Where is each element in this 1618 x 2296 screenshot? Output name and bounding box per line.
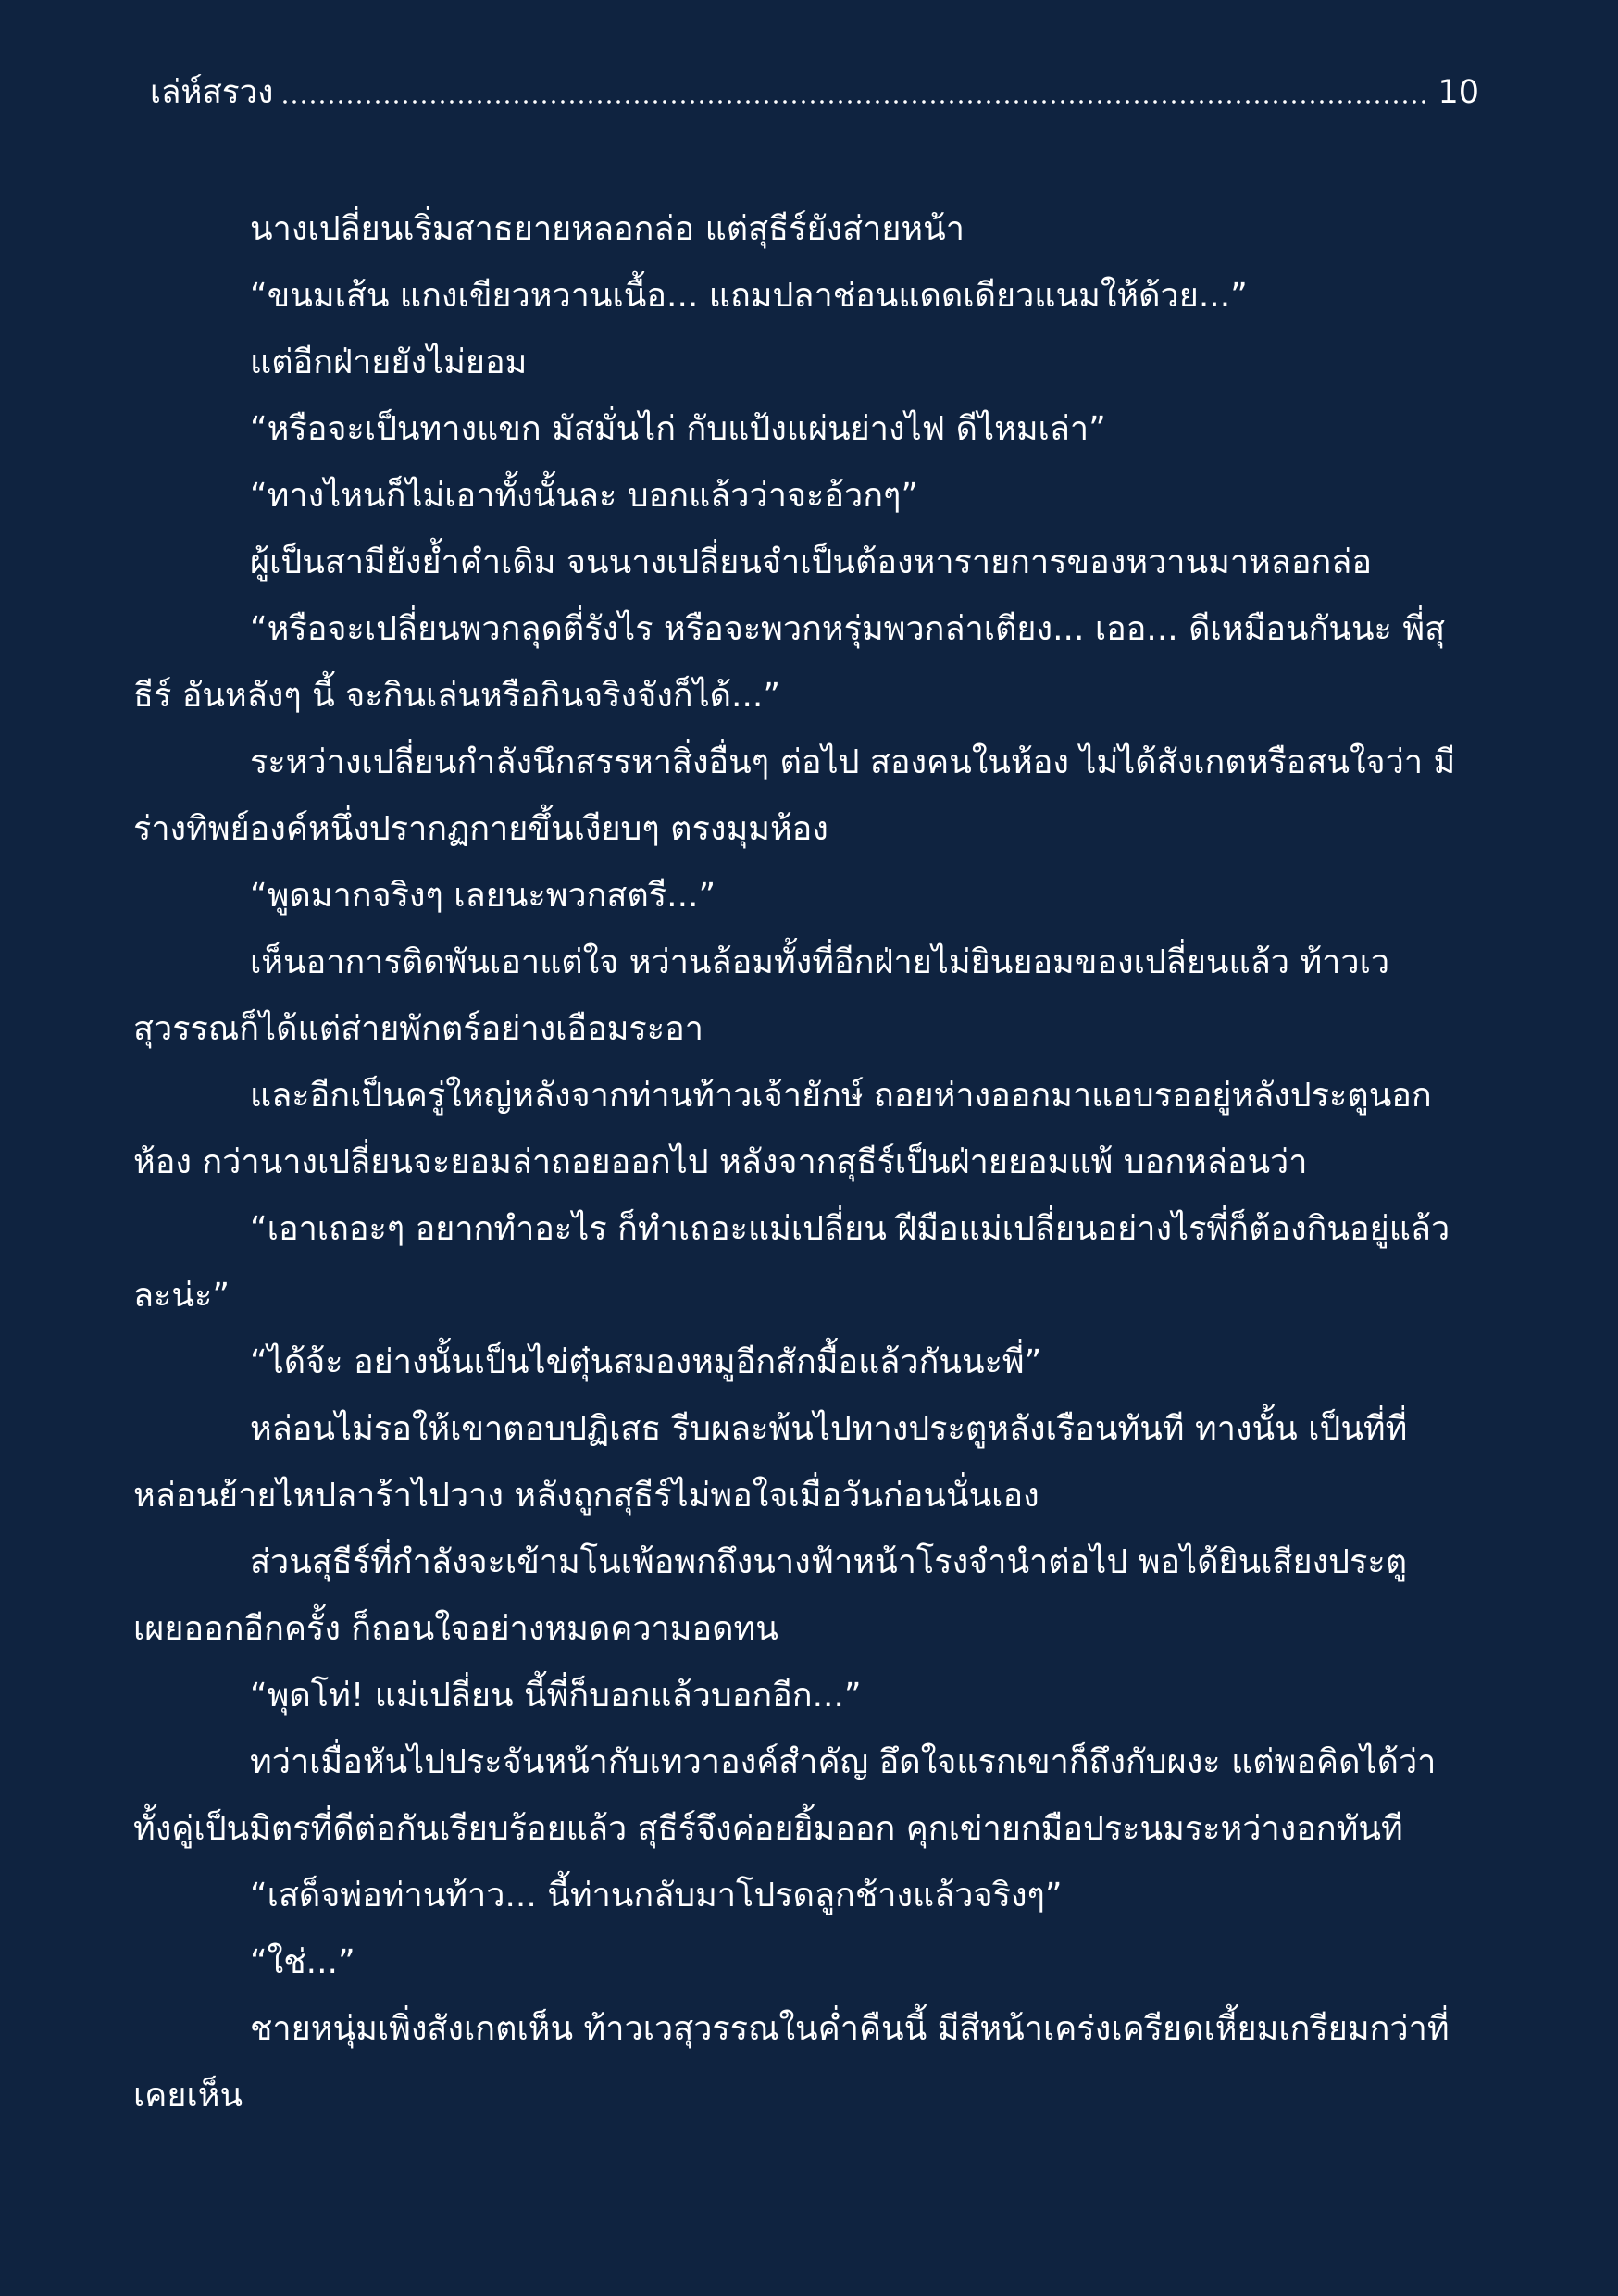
paragraph: “พูดมากจริงๆ เลยนะพวกสตรี...” — [250, 877, 716, 915]
paragraph: และอีกเป็นครู่ใหญ่หลังจากท่านท้าวเจ้ายักษ์ ถอยห่างออกมาแอบรออยู่หลังประตูนอกห้อง กว่านางเปลี่ยนจะยอมล่าถอยออกไป หลังจากสุธีร์เป็นฝ่ายยอมแพ้ บอกหล่อนว่า — [133, 1077, 1432, 1181]
paragraph: ชายหนุ่มเพิ่งสังเกตเห็น ท้าวเวสุวรรณในค่ำคืนนี้ มีสีหน้าเคร่งเครียดเหี้ยมเกรียมกว่าที่เคยเห็น — [133, 2010, 1450, 2115]
paragraph: “ใช่...” — [250, 1943, 355, 1981]
paragraph: “ทางไหนก็ไม่เอาทั้งนั้นละ บอกแล้วว่าจะอ้วกๆ” — [250, 477, 918, 515]
page-header — [150, 67, 1479, 119]
paragraph: “ขนมเส้น แกงเขียวหวานเนื้อ... แถมปลาช่อนแดดเดียวแนมให้ด้วย...” — [250, 277, 1248, 315]
body-text — [133, 196, 1466, 2129]
paragraph: แต่อีกฝ่ายยังไม่ยอม — [250, 343, 528, 381]
paragraph: “ได้จ้ะ อย่างนั้นเป็นไข่ตุ๋นสมองหมูอีกสักมื้อแล้วกันนะพี่” — [250, 1343, 1042, 1381]
book-title: เล่ห์สรวง — [150, 74, 274, 111]
paragraph: “หรือจะเป็นทางแขก มัสมั่นไก่ กับแป้งแผ่นย่างไฟ ดีไหมเล่า” — [250, 410, 1106, 448]
page-number: 10 — [1438, 74, 1479, 111]
paragraph: “หรือจะเปลี่ยนพวกลุดตี่รังไร หรือจะพวกหรุ่มพวกล่าเตียง... เออ... ดีเหมือนกันนะ พี่สุธีร์ อันหลังๆ นี้ จะกินเล่นหรือกินจริงจังก็ได้...” — [133, 610, 1446, 715]
paragraph: หล่อนไม่รอให้เขาตอบปฏิเสธ รีบผละพ้นไปทางประตูหลังเรือนทันที ทางนั้น เป็นที่ที่หล่อนย้ายไหปลาร้าไปวาง หลังถูกสุธีร์ไม่พอใจเมื่อวันก่อนนั่นเอง — [133, 1410, 1408, 1515]
paragraph: นางเปลี่ยนเริ่มสาธยายหลอกล่อ แต่สุธีร์ยังส่ายหน้า — [250, 210, 965, 248]
paragraph: ส่วนสุธีร์ที่กำลังจะเข้ามโนเพ้อพกถึงนางฟ้าหน้าโรงจำนำต่อไป พอได้ยินเสียงประตูเผยออกอีกครั้ง ก็ถอนใจอย่างหมดความอดทน — [133, 1543, 1408, 1648]
paragraph: ทว่าเมื่อหันไปประจันหน้ากับเทวาองค์สำคัญ อึดใจแรกเขาก็ถึงกับผงะ แต่พอคิดได้ว่าทั้งคู่เป็นมิตรที่ดีต่อกันเรียบร้อยแล้ว สุธีร์จึงค่อยยิ้มออก คุกเข่ายกมือประนมระหว่างอกทันที — [133, 1743, 1437, 1848]
paragraph: เห็นอาการติดพันเอาแต่ใจ หว่านล้อมทั้งที่อีกฝ่ายไม่ยินยอมของเปลี่ยนแล้ว ท้าวเวสุวรรณก็ได้แต่ส่ายพักตร์อย่างเอือมระอา — [133, 943, 1390, 1048]
paragraph: ระหว่างเปลี่ยนกำลังนึกสรรหาสิ่งอื่นๆ ต่อไป สองคนในห้อง ไม่ได้สังเกตหรือสนใจว่า มีร่างทิพย์องค์หนึ่งปรากฏกายขึ้นเงียบๆ ตรงมุมห้อง — [133, 743, 1456, 848]
paragraph: ผู้เป็นสามียังย้ำคำเดิม จนนางเปลี่ยนจำเป็นต้องหารายการของหวานมาหลอกล่อ — [250, 543, 1372, 581]
paragraph: “เอาเถอะๆ อยากทำอะไร ก็ทำเถอะแม่เปลี่ยน ฝีมือแม่เปลี่ยนอย่างไรพี่ก็ต้องกินอยู่แล้วละน่ะ” — [133, 1210, 1450, 1315]
dot-leader — [280, 100, 1430, 104]
paragraph: “พุดโท่! แม่เปลี่ยน นี้พี่ก็บอกแล้วบอกอีก...” — [250, 1677, 862, 1715]
paragraph: “เสด็จพ่อท่านท้าว... นี้ท่านกลับมาโปรดลูกช้างแล้วจริงๆ” — [250, 1877, 1063, 1915]
